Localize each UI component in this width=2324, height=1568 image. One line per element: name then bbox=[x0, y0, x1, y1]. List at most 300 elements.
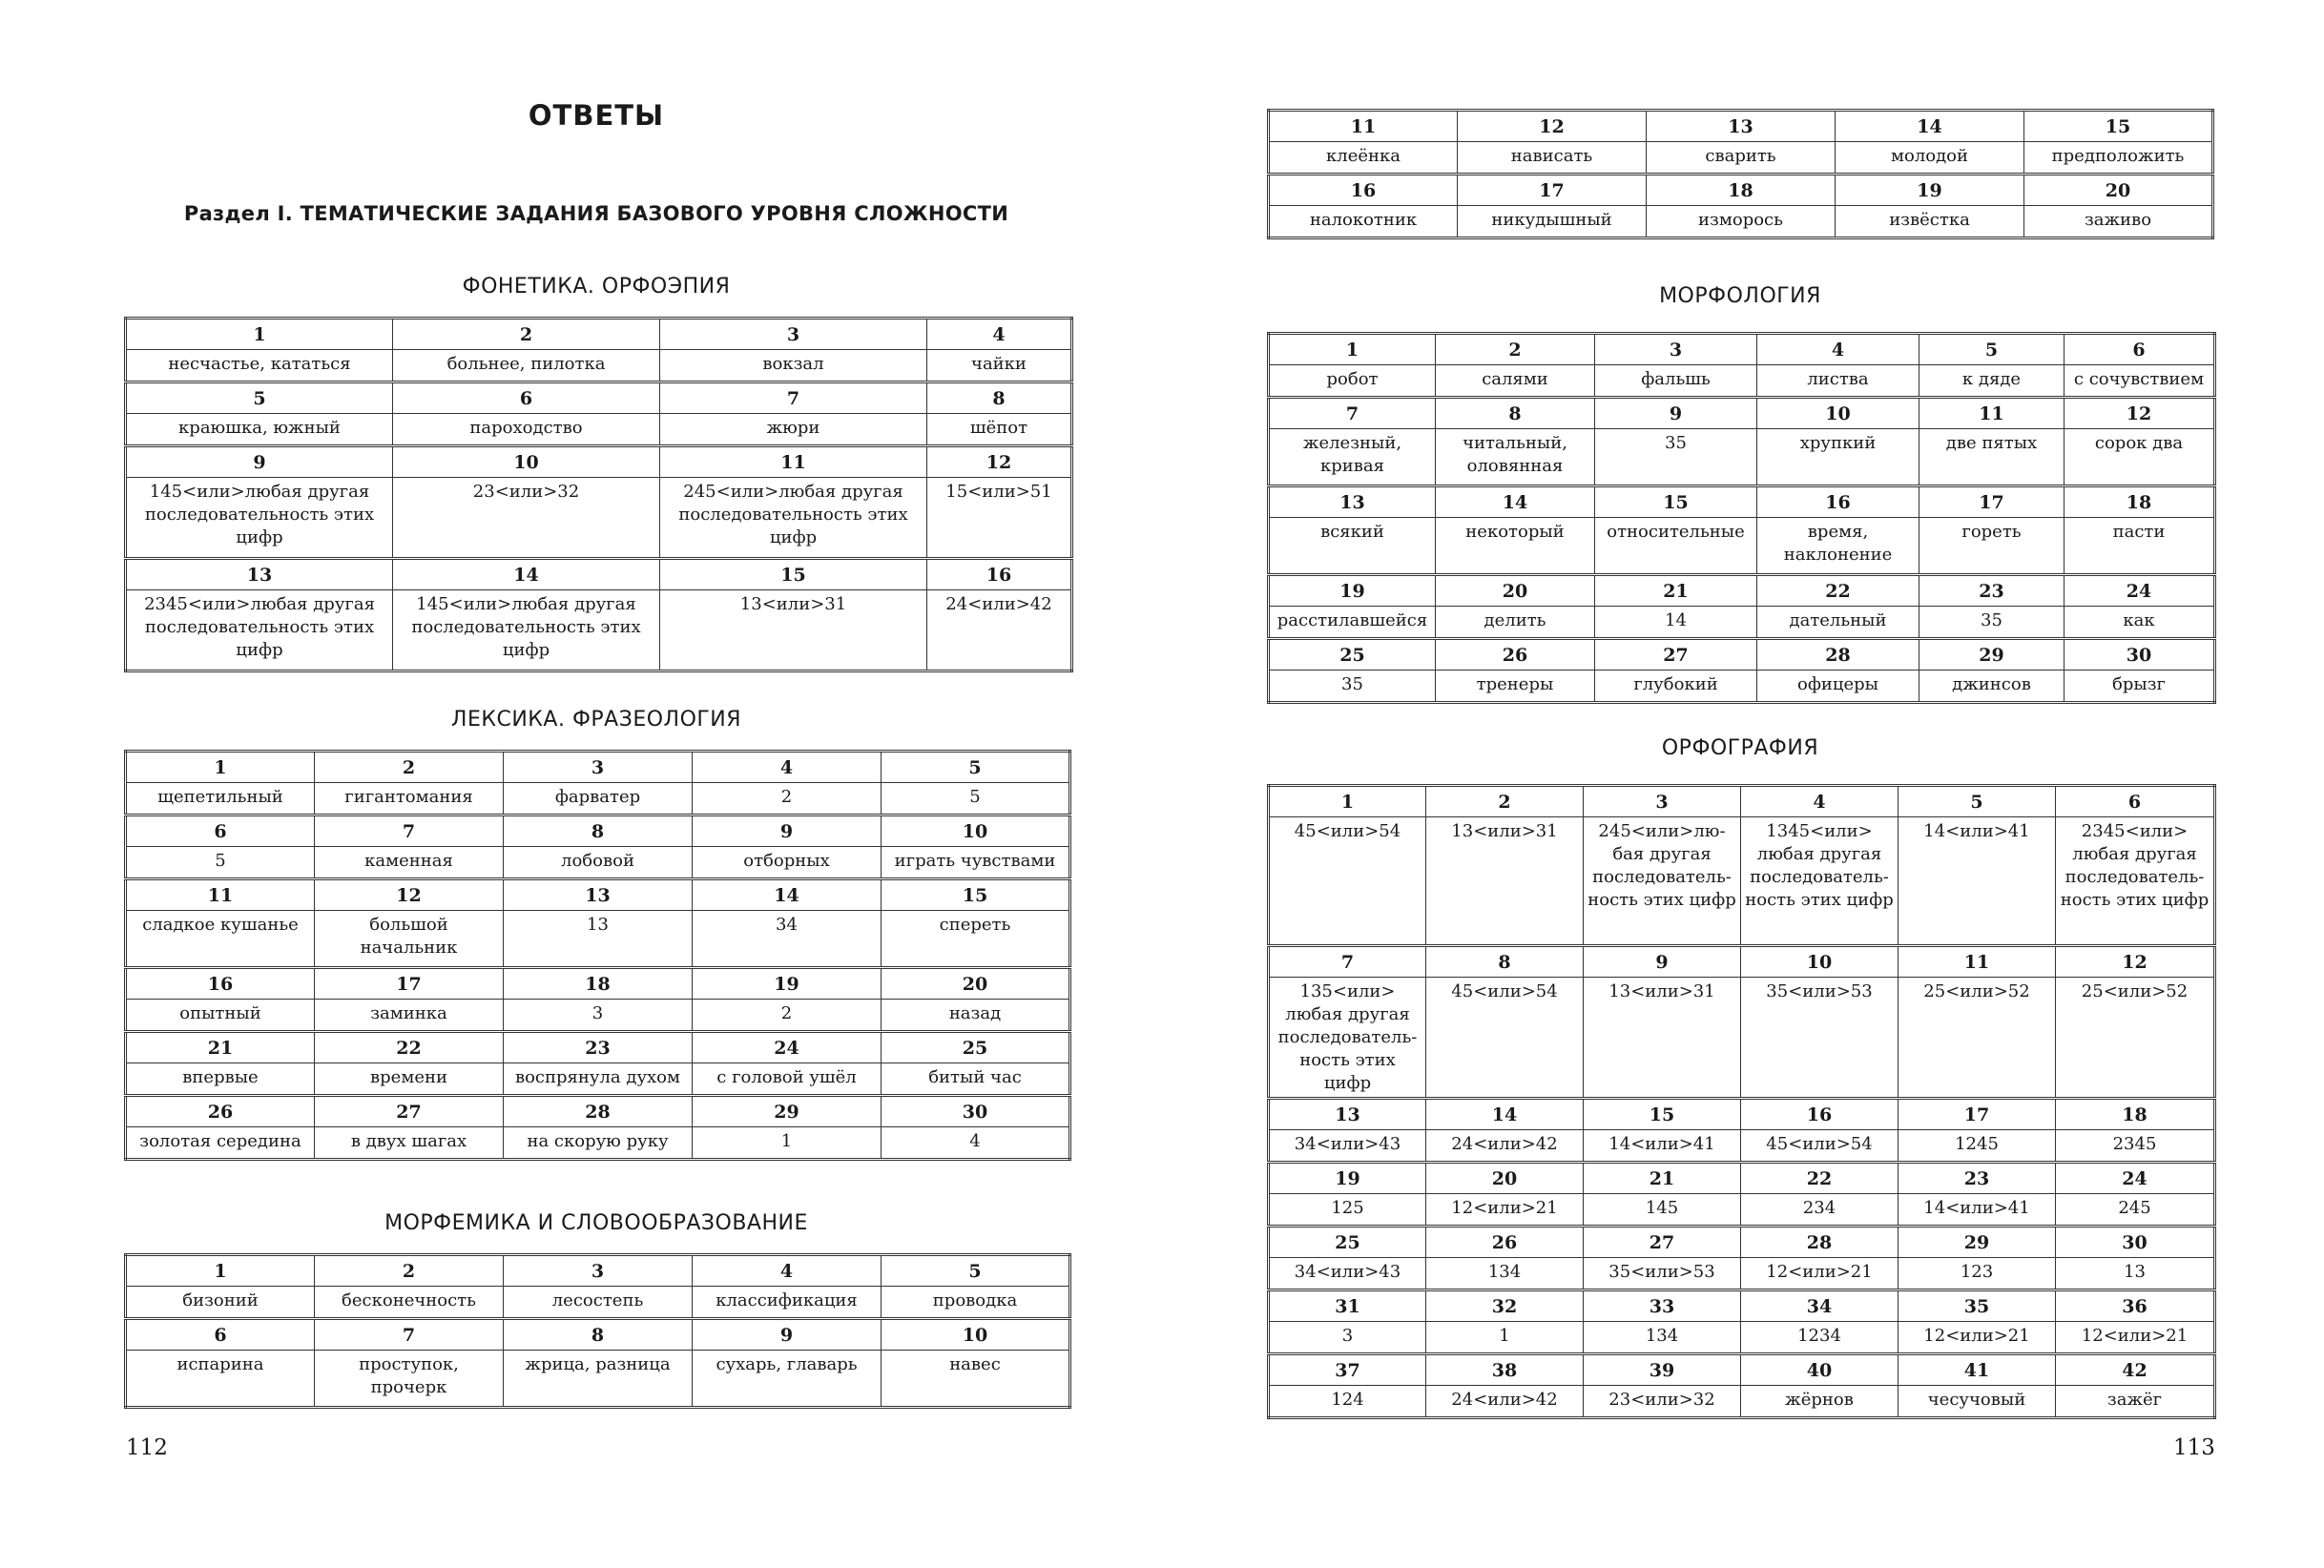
phonetics-table bbox=[124, 317, 1073, 672]
task-number: 21 bbox=[126, 1032, 315, 1063]
answer-cell: жрица, разница bbox=[504, 1351, 693, 1408]
answer-cell: шёпот bbox=[927, 414, 1072, 446]
task-number: 7 bbox=[315, 1319, 504, 1351]
answer-row bbox=[1269, 978, 2215, 1099]
answer-cell: 2345<или>любая другая последовательность этих цифр bbox=[126, 590, 393, 671]
task-number: 3 bbox=[1595, 334, 1757, 365]
task-number: 3 bbox=[660, 319, 927, 350]
answer-cell: 2345<или> любая другая последователь-ность этих цифр bbox=[2056, 817, 2215, 946]
answer-cell: 4 bbox=[882, 1127, 1070, 1160]
answer-cell: офицеры bbox=[1757, 671, 1919, 703]
answer-cell: щепетильный bbox=[126, 783, 315, 815]
task-number: 1 bbox=[126, 752, 315, 783]
answer-cell: 35 bbox=[1595, 429, 1757, 486]
task-number: 6 bbox=[126, 1319, 315, 1351]
task-number: 24 bbox=[2056, 1163, 2215, 1194]
morphemics-continued-table bbox=[1267, 109, 2214, 239]
task-number: 28 bbox=[1741, 1227, 1899, 1258]
answer-cell: пароходство bbox=[393, 414, 660, 446]
answer-cell: 145 bbox=[1584, 1194, 1741, 1227]
morphology-title: МОРФОЛОГИЯ bbox=[1659, 284, 1821, 308]
phonetics-title: ФОНЕТИКА. ОРФОЭПИЯ bbox=[462, 275, 731, 299]
number-row bbox=[126, 446, 1072, 478]
task-number: 5 bbox=[882, 1255, 1070, 1287]
task-number: 20 bbox=[882, 968, 1070, 1000]
task-number: 25 bbox=[1269, 639, 1436, 671]
answer-row bbox=[126, 1000, 1070, 1032]
answer-cell: 45<или>54 bbox=[1269, 817, 1426, 946]
answer-row bbox=[1269, 607, 2215, 639]
task-number: 8 bbox=[504, 1319, 693, 1351]
task-number: 17 bbox=[1458, 175, 1647, 206]
answer-cell: фальшь bbox=[1595, 365, 1757, 398]
task-number: 14 bbox=[1426, 1099, 1584, 1130]
number-row bbox=[1269, 1354, 2215, 1386]
task-number: 19 bbox=[1269, 575, 1436, 607]
answer-cell: жюри bbox=[660, 414, 927, 446]
answer-cell: 14<или>41 bbox=[1899, 1194, 2056, 1227]
task-number: 14 bbox=[693, 879, 882, 911]
answer-cell: клеёнка bbox=[1269, 142, 1458, 175]
answer-cell: 145<или>любая другая последовательность этих цифр bbox=[126, 478, 393, 559]
answer-cell: 23<или>32 bbox=[1584, 1386, 1741, 1418]
answer-cell: 134 bbox=[1426, 1258, 1584, 1290]
task-number: 9 bbox=[693, 1319, 882, 1351]
answer-cell: вокзал bbox=[660, 350, 927, 382]
answer-cell: железный, кривая bbox=[1269, 429, 1436, 486]
orthography-title: ОРФОГРАФИЯ bbox=[1661, 736, 1819, 760]
answer-cell: 12<или>21 bbox=[1426, 1194, 1584, 1227]
answer-cell: 12<или>21 bbox=[1899, 1322, 2056, 1354]
answer-cell: сварить bbox=[1647, 142, 1836, 175]
task-number: 1 bbox=[1269, 786, 1426, 817]
answer-cell: чесучовый bbox=[1899, 1386, 2056, 1418]
task-number: 16 bbox=[927, 559, 1072, 590]
task-number: 6 bbox=[2065, 334, 2215, 365]
answer-cell: битый час bbox=[882, 1063, 1070, 1096]
task-number: 6 bbox=[393, 382, 660, 414]
answer-cell: сладкое кушанье bbox=[126, 911, 315, 968]
task-number: 13 bbox=[1269, 1099, 1426, 1130]
task-number: 31 bbox=[1269, 1290, 1426, 1322]
answer-cell: 1 bbox=[1426, 1322, 1584, 1354]
answer-row bbox=[126, 1127, 1070, 1160]
answer-cell: 25<или>52 bbox=[1899, 978, 2056, 1099]
task-number: 15 bbox=[882, 879, 1070, 911]
answer-row bbox=[126, 783, 1070, 815]
answer-row bbox=[126, 911, 1070, 968]
answer-cell: листва bbox=[1757, 365, 1919, 398]
task-number: 9 bbox=[1584, 946, 1741, 978]
answer-cell: изморось bbox=[1647, 206, 1836, 238]
answer-cell: глубокий bbox=[1595, 671, 1757, 703]
answer-cell: 245<или>лю-бая другая последователь-ность этих цифр bbox=[1584, 817, 1741, 946]
task-number: 17 bbox=[1899, 1099, 2056, 1130]
task-number: 11 bbox=[1899, 946, 2056, 978]
answer-cell: 34<или>43 bbox=[1269, 1258, 1426, 1290]
answer-cell: 234 bbox=[1741, 1194, 1899, 1227]
morphemics-table bbox=[124, 1253, 1071, 1409]
task-number: 8 bbox=[927, 382, 1072, 414]
answer-cell: в двух шагах bbox=[315, 1127, 504, 1160]
task-number: 7 bbox=[1269, 946, 1426, 978]
task-number: 17 bbox=[1919, 486, 2065, 518]
task-number: 21 bbox=[1584, 1163, 1741, 1194]
task-number: 39 bbox=[1584, 1354, 1741, 1386]
task-number: 34 bbox=[1741, 1290, 1899, 1322]
answer-cell: заминка bbox=[315, 1000, 504, 1032]
task-number: 11 bbox=[126, 879, 315, 911]
task-number: 25 bbox=[882, 1032, 1070, 1063]
task-number: 15 bbox=[2024, 111, 2213, 142]
answer-cell: 35 bbox=[1269, 671, 1436, 703]
answer-cell: 35<или>53 bbox=[1584, 1258, 1741, 1290]
task-number: 10 bbox=[882, 815, 1070, 847]
answer-row bbox=[126, 847, 1070, 879]
number-row bbox=[1269, 486, 2215, 518]
task-number: 1 bbox=[126, 319, 393, 350]
answer-cell: 245<или>любая другая последовательность этих цифр bbox=[660, 478, 927, 559]
number-row bbox=[126, 319, 1072, 350]
answer-cell: 135<или> любая другая последователь-ность этих цифр bbox=[1269, 978, 1426, 1099]
task-number: 12 bbox=[2056, 946, 2215, 978]
answer-cell: сорок два bbox=[2065, 429, 2215, 486]
task-number: 27 bbox=[1595, 639, 1757, 671]
task-number: 11 bbox=[1269, 111, 1458, 142]
answer-cell: 14<или>41 bbox=[1899, 817, 2056, 946]
task-number: 30 bbox=[2056, 1227, 2215, 1258]
task-number: 5 bbox=[126, 382, 393, 414]
answer-row bbox=[1269, 518, 2215, 575]
answer-cell: молодой bbox=[1836, 142, 2024, 175]
task-number: 6 bbox=[126, 815, 315, 847]
answer-cell: дательный bbox=[1757, 607, 1919, 639]
answer-row bbox=[126, 350, 1072, 382]
answer-cell: лесостепь bbox=[504, 1287, 693, 1319]
answer-cell: 34 bbox=[693, 911, 882, 968]
task-number: 23 bbox=[1919, 575, 2065, 607]
answer-cell: золотая середина bbox=[126, 1127, 315, 1160]
morphology-table bbox=[1267, 332, 2216, 704]
task-number: 9 bbox=[693, 815, 882, 847]
task-number: 3 bbox=[1584, 786, 1741, 817]
answer-row bbox=[1269, 1258, 2215, 1290]
answer-cell: навес bbox=[882, 1351, 1070, 1408]
task-number: 22 bbox=[1757, 575, 1919, 607]
task-number: 4 bbox=[927, 319, 1072, 350]
task-number: 22 bbox=[315, 1032, 504, 1063]
answer-row bbox=[126, 414, 1072, 446]
answer-cell: 35<или>53 bbox=[1741, 978, 1899, 1099]
answer-cell: гореть bbox=[1919, 518, 2065, 575]
task-number: 15 bbox=[1584, 1099, 1741, 1130]
number-row bbox=[1269, 946, 2215, 978]
task-number: 8 bbox=[1436, 398, 1595, 429]
task-number: 9 bbox=[1595, 398, 1757, 429]
task-number: 10 bbox=[882, 1319, 1070, 1351]
answer-cell: проводка bbox=[882, 1287, 1070, 1319]
task-number: 13 bbox=[1269, 486, 1436, 518]
answer-row bbox=[1269, 206, 2213, 238]
answer-cell: 2 bbox=[693, 1000, 882, 1032]
task-number: 16 bbox=[126, 968, 315, 1000]
number-row bbox=[1269, 175, 2213, 206]
answer-cell: 145<или>любая другая последовательность этих цифр bbox=[393, 590, 660, 671]
task-number: 16 bbox=[1269, 175, 1458, 206]
task-number: 5 bbox=[1899, 786, 2056, 817]
task-number: 11 bbox=[660, 446, 927, 478]
task-number: 2 bbox=[1426, 786, 1584, 817]
answer-cell: 13<или>31 bbox=[660, 590, 927, 671]
answer-cell: джинсов bbox=[1919, 671, 2065, 703]
answer-row bbox=[1269, 429, 2215, 486]
answer-cell: читальный, оловянная bbox=[1436, 429, 1595, 486]
answer-cell: нависать bbox=[1458, 142, 1647, 175]
answer-cell: несчастье, кататься bbox=[126, 350, 393, 382]
answer-cell: делить bbox=[1436, 607, 1595, 639]
answer-cell: хрупкий bbox=[1757, 429, 1919, 486]
answer-row bbox=[126, 1063, 1070, 1096]
task-number: 3 bbox=[504, 1255, 693, 1287]
answer-cell: относительные bbox=[1595, 518, 1757, 575]
number-row bbox=[126, 1319, 1070, 1351]
answer-cell: 2 bbox=[693, 783, 882, 815]
answer-cell: 13 bbox=[504, 911, 693, 968]
task-number: 30 bbox=[882, 1096, 1070, 1127]
task-number: 10 bbox=[1757, 398, 1919, 429]
task-number: 16 bbox=[1741, 1099, 1899, 1130]
number-row bbox=[1269, 398, 2215, 429]
answer-cell: 24<или>42 bbox=[1426, 1130, 1584, 1163]
answer-cell: с головой ушёл bbox=[693, 1063, 882, 1096]
answer-row bbox=[1269, 1130, 2215, 1163]
lexics-table bbox=[124, 750, 1071, 1161]
answer-cell: 35 bbox=[1919, 607, 2065, 639]
task-number: 4 bbox=[1741, 786, 1899, 817]
task-number: 7 bbox=[660, 382, 927, 414]
task-number: 18 bbox=[504, 968, 693, 1000]
answer-cell: впервые bbox=[126, 1063, 315, 1096]
task-number: 4 bbox=[693, 1255, 882, 1287]
task-number: 20 bbox=[2024, 175, 2213, 206]
answer-cell: тренеры bbox=[1436, 671, 1595, 703]
answer-cell: проступок, прочерк bbox=[315, 1351, 504, 1408]
task-number: 22 bbox=[1741, 1163, 1899, 1194]
answer-cell: к дяде bbox=[1919, 365, 2065, 398]
task-number: 41 bbox=[1899, 1354, 2056, 1386]
task-number: 13 bbox=[1647, 111, 1836, 142]
answer-cell: две пятых bbox=[1919, 429, 2065, 486]
number-row bbox=[126, 879, 1070, 911]
task-number: 42 bbox=[2056, 1354, 2215, 1386]
number-row bbox=[126, 1032, 1070, 1063]
answer-cell: 3 bbox=[1269, 1322, 1426, 1354]
task-number: 14 bbox=[393, 559, 660, 590]
task-number: 25 bbox=[1269, 1227, 1426, 1258]
right-page bbox=[1162, 0, 2324, 1568]
task-number: 4 bbox=[1757, 334, 1919, 365]
answer-cell: бизоний bbox=[126, 1287, 315, 1319]
number-row bbox=[1269, 1099, 2215, 1130]
answer-cell: 24<или>42 bbox=[927, 590, 1072, 671]
task-number: 12 bbox=[315, 879, 504, 911]
task-number: 7 bbox=[1269, 398, 1436, 429]
task-number: 26 bbox=[1436, 639, 1595, 671]
number-row bbox=[126, 752, 1070, 783]
task-number: 20 bbox=[1426, 1163, 1584, 1194]
task-number: 26 bbox=[126, 1096, 315, 1127]
answer-row bbox=[1269, 365, 2215, 398]
answer-cell: 25<или>52 bbox=[2056, 978, 2215, 1099]
answer-cell: 3 bbox=[504, 1000, 693, 1032]
answer-cell: 1245 bbox=[1899, 1130, 2056, 1163]
answer-cell: 124 bbox=[1269, 1386, 1426, 1418]
task-number: 12 bbox=[2065, 398, 2215, 429]
answer-cell: больнее, пилотка bbox=[393, 350, 660, 382]
answer-row bbox=[1269, 817, 2215, 946]
number-row bbox=[1269, 639, 2215, 671]
answer-cell: 14<или>41 bbox=[1584, 1130, 1741, 1163]
task-number: 16 bbox=[1757, 486, 1919, 518]
answer-cell: краюшка, южный bbox=[126, 414, 393, 446]
task-number: 6 bbox=[2056, 786, 2215, 817]
answer-row bbox=[126, 478, 1072, 559]
task-number: 2 bbox=[1436, 334, 1595, 365]
answer-row bbox=[126, 1351, 1070, 1408]
lexics-title: ЛЕКСИКА. ФРАЗЕОЛОГИЯ bbox=[450, 708, 742, 732]
task-number: 4 bbox=[693, 752, 882, 783]
answer-cell: зажёг bbox=[2056, 1386, 2215, 1418]
answer-cell: большой начальник bbox=[315, 911, 504, 968]
answer-cell: 34<или>43 bbox=[1269, 1130, 1426, 1163]
answer-cell: некоторый bbox=[1436, 518, 1595, 575]
answer-cell: 13<или>31 bbox=[1584, 978, 1741, 1099]
task-number: 13 bbox=[126, 559, 393, 590]
answer-row bbox=[1269, 1322, 2215, 1354]
morphemics-title: МОРФЕМИКА И СЛОВООБРАЗОВАНИЕ bbox=[384, 1211, 808, 1235]
task-number: 7 bbox=[315, 815, 504, 847]
answer-cell: времени bbox=[315, 1063, 504, 1096]
answer-cell: робот bbox=[1269, 365, 1436, 398]
answer-cell: 45<или>54 bbox=[1426, 978, 1584, 1099]
answer-cell: играть чувствами bbox=[882, 847, 1070, 879]
task-number: 18 bbox=[1647, 175, 1836, 206]
task-number: 28 bbox=[504, 1096, 693, 1127]
number-row bbox=[1269, 786, 2215, 817]
page-title: ОТВЕТЫ bbox=[528, 99, 665, 132]
task-number: 21 bbox=[1595, 575, 1757, 607]
orthography-table bbox=[1267, 784, 2216, 1419]
task-number: 5 bbox=[1919, 334, 2065, 365]
answer-row bbox=[1269, 1386, 2215, 1418]
answer-cell: брызг bbox=[2065, 671, 2215, 703]
answer-cell: 13 bbox=[2056, 1258, 2215, 1290]
answer-cell: 15<или>51 bbox=[927, 478, 1072, 559]
task-number: 5 bbox=[882, 752, 1070, 783]
task-number: 9 bbox=[126, 446, 393, 478]
task-number: 8 bbox=[504, 815, 693, 847]
answer-cell: гигантомания bbox=[315, 783, 504, 815]
number-row bbox=[1269, 111, 2213, 142]
answer-cell: 45<или>54 bbox=[1741, 1130, 1899, 1163]
answer-cell: 1 bbox=[693, 1127, 882, 1160]
answer-cell: фарватер bbox=[504, 783, 693, 815]
answer-cell: сухарь, главарь bbox=[693, 1351, 882, 1408]
answer-cell: бесконечность bbox=[315, 1287, 504, 1319]
page-number: 113 bbox=[2173, 1435, 2215, 1460]
task-number: 37 bbox=[1269, 1354, 1426, 1386]
task-number: 19 bbox=[1836, 175, 2024, 206]
answer-cell: 134 bbox=[1584, 1322, 1741, 1354]
answer-cell: расстилавшейся bbox=[1269, 607, 1436, 639]
answer-cell: с сочувствием bbox=[2065, 365, 2215, 398]
task-number: 2 bbox=[315, 1255, 504, 1287]
answer-cell: салями bbox=[1436, 365, 1595, 398]
answer-cell: пасти bbox=[2065, 518, 2215, 575]
task-number: 29 bbox=[693, 1096, 882, 1127]
answer-row bbox=[1269, 671, 2215, 703]
answer-cell: 1345<или> любая другая последователь-ность этих цифр bbox=[1741, 817, 1899, 946]
task-number: 14 bbox=[1836, 111, 2024, 142]
answer-cell: назад bbox=[882, 1000, 1070, 1032]
number-row bbox=[126, 815, 1070, 847]
number-row bbox=[1269, 1163, 2215, 1194]
task-number: 29 bbox=[1899, 1227, 2056, 1258]
task-number: 19 bbox=[1269, 1163, 1426, 1194]
answer-cell: всякий bbox=[1269, 518, 1436, 575]
answer-cell: заживо bbox=[2024, 206, 2213, 238]
number-row bbox=[1269, 575, 2215, 607]
number-row bbox=[126, 559, 1072, 590]
task-number: 17 bbox=[315, 968, 504, 1000]
answer-cell: время, наклонение bbox=[1757, 518, 1919, 575]
answer-cell: извёстка bbox=[1836, 206, 2024, 238]
task-number: 36 bbox=[2056, 1290, 2215, 1322]
page-number: 112 bbox=[126, 1435, 168, 1460]
answer-cell: налокотник bbox=[1269, 206, 1458, 238]
answer-cell: чайки bbox=[927, 350, 1072, 382]
task-number: 40 bbox=[1741, 1354, 1899, 1386]
task-number: 23 bbox=[1899, 1163, 2056, 1194]
answer-cell: 2345 bbox=[2056, 1130, 2215, 1163]
task-number: 24 bbox=[693, 1032, 882, 1063]
task-number: 15 bbox=[1595, 486, 1757, 518]
answer-cell: 12<или>21 bbox=[1741, 1258, 1899, 1290]
task-number: 29 bbox=[1919, 639, 2065, 671]
task-number: 10 bbox=[393, 446, 660, 478]
answer-cell: 14 bbox=[1595, 607, 1757, 639]
answer-cell: 125 bbox=[1269, 1194, 1426, 1227]
task-number: 32 bbox=[1426, 1290, 1584, 1322]
task-number: 27 bbox=[315, 1096, 504, 1127]
number-row bbox=[126, 382, 1072, 414]
answer-cell: испарина bbox=[126, 1351, 315, 1408]
answer-cell: 5 bbox=[126, 847, 315, 879]
answer-row bbox=[126, 590, 1072, 671]
task-number: 24 bbox=[2065, 575, 2215, 607]
answer-cell: жёрнов bbox=[1741, 1386, 1899, 1418]
task-number: 23 bbox=[504, 1032, 693, 1063]
task-number: 38 bbox=[1426, 1354, 1584, 1386]
task-number: 2 bbox=[393, 319, 660, 350]
task-number: 19 bbox=[693, 968, 882, 1000]
answer-cell: как bbox=[2065, 607, 2215, 639]
task-number: 26 bbox=[1426, 1227, 1584, 1258]
task-number: 13 bbox=[504, 879, 693, 911]
task-number: 33 bbox=[1584, 1290, 1741, 1322]
number-row bbox=[126, 968, 1070, 1000]
answer-cell: 12<или>21 bbox=[2056, 1322, 2215, 1354]
